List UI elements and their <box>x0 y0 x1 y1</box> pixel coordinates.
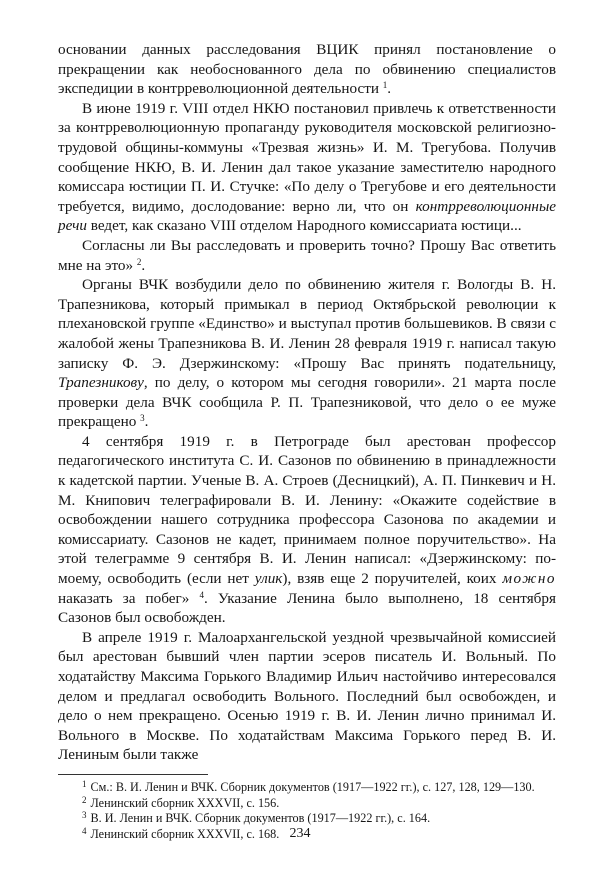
text-run: В апреле 1919 г. Малоархангельской уездной чрезвычайной комиссией был арестован бывший член партии эсеров писатель И. Вольный. По ходатайству Максима Горького Владимир Ильич настойчиво интересовался делом и предлагал освободить Вольного. Последний был освобожден, и дело о нем прекращено. Осенью 1919 г. В. И. Ленин лично принимал И. Вольного в Москве. По ходатайствам Максима Горького перед В. И. Лениным были также <box>58 628 556 764</box>
footnote <box>58 780 556 796</box>
footnote-ref: 2 <box>136 256 142 267</box>
footnote-number: 2 <box>82 794 87 805</box>
spaced-emphasis-text: можно <box>502 570 556 588</box>
paragraph <box>58 40 556 99</box>
text-run: Согласны ли Вы расследовать и проверить точно? Прошу Вас ответить мне на это» <box>58 236 556 274</box>
paragraph <box>58 236 556 275</box>
italic-text: контрреволюционные речи <box>58 197 556 235</box>
page-number: 234 <box>289 826 311 841</box>
footnote <box>58 796 556 812</box>
footnote-ref: 4 <box>199 589 204 600</box>
footnote-ref: 1 <box>382 80 388 91</box>
paragraph <box>58 99 556 236</box>
paragraph <box>58 275 556 432</box>
footnote-text: Ленинский сборник XXXVII, с. 156. <box>90 795 280 810</box>
text-run: . <box>141 256 146 274</box>
text-run: наказать за побег» <box>58 589 200 607</box>
text-run: ), взяв еще 2 поручителей, коих <box>282 570 503 588</box>
text-run: 4 сентября 1919 г. в Петрограде был арестован профессор педагогического института С. И. Сазонов по обвинению в принадлежности к кадетской партии. Ученые В. А. Строев (Десницкий), А. П. Пинкевич и Н. М. Книпович телеграфировали В. И. Ленину: «Окажите содействие в освобождении нашего сотрудника профессора Сазонова по академии и комиссариату. Сазонов не кадет, принимаем полное поручительство». На этой телеграмме 9 сентября В. И. Ленин написал: «Дзержинскому: по-моему, освободить (если нет <box>58 432 556 588</box>
paragraph <box>58 628 556 765</box>
text-run: . <box>387 80 392 98</box>
text-run: , по делу, о котором мы сегодня говорили». 21 марта после проверки дела ВЧК сообщила Р. П. Трапезниковой, что дело о ее муже прекращено <box>58 374 556 431</box>
text-run: . <box>144 413 149 431</box>
footnote-text: В. И. Ленин и ВЧК. Сборник документов (1917—1922 гг.), с. 164. <box>90 811 431 826</box>
footnote-number: 4 <box>82 825 87 836</box>
italic-text: Трапезникову <box>58 374 144 392</box>
paragraph <box>58 432 556 628</box>
footnote-divider <box>58 774 208 775</box>
italic-text: улик <box>254 570 283 588</box>
text-run: ведет, как сказано VIII отделом Народного комиссариата юстици... <box>86 217 522 235</box>
footnote-text: См.: В. И. Ленин и ВЧК. Сборник документов (1917—1922 гг.), с. 127, 128, 129—130. <box>90 779 535 794</box>
footnote-number: 1 <box>82 778 87 789</box>
text-run: Органы ВЧК возбудили дело по обвинению жителя г. Вологды В. Н. Трапезникова, который примыкал в период Октябрьской революции к плехановской группе «Единство» и выступал против большевиков. В связи с жалобой жены Трапезникова В. И. Ленин 28 февраля 1919 г. написал такую записку Ф. Э. Дзержинскому: «Прошу Вас принять подательницу, <box>58 276 556 372</box>
text-run: . Указание Ленина было выполнено, 18 сентября Сазонов был освобожден. <box>58 589 556 627</box>
footnote-text: Ленинский сборник XXXVII, с. 168. <box>90 826 280 841</box>
footnote <box>58 811 556 827</box>
text-run: основании данных расследования ВЦИК принял постановление о прекращении как необоснованного дела по обвинению специалистов экспедиции в контрреволюционной деятельности <box>58 41 556 98</box>
body-text <box>58 40 556 765</box>
footnote-number: 3 <box>82 810 87 821</box>
text-run: В июне 1919 г. VIII отдел НКЮ постановил привлечь к ответственности за контрреволюционную пропаганду руководителя московской религиозно-трудовой общины-коммуны «Трезвая жизнь» И. М. Трегубова. Получив сообщение НКЮ, В. И. Ленин дал такое указание заместителю народного комиссара юстиции П. И. Стучке: «По делу о Трегубове и его деятельности требуется, видимо, дослoдование: верно ли, что он <box>58 99 556 215</box>
footnote-ref: 3 <box>140 413 145 424</box>
